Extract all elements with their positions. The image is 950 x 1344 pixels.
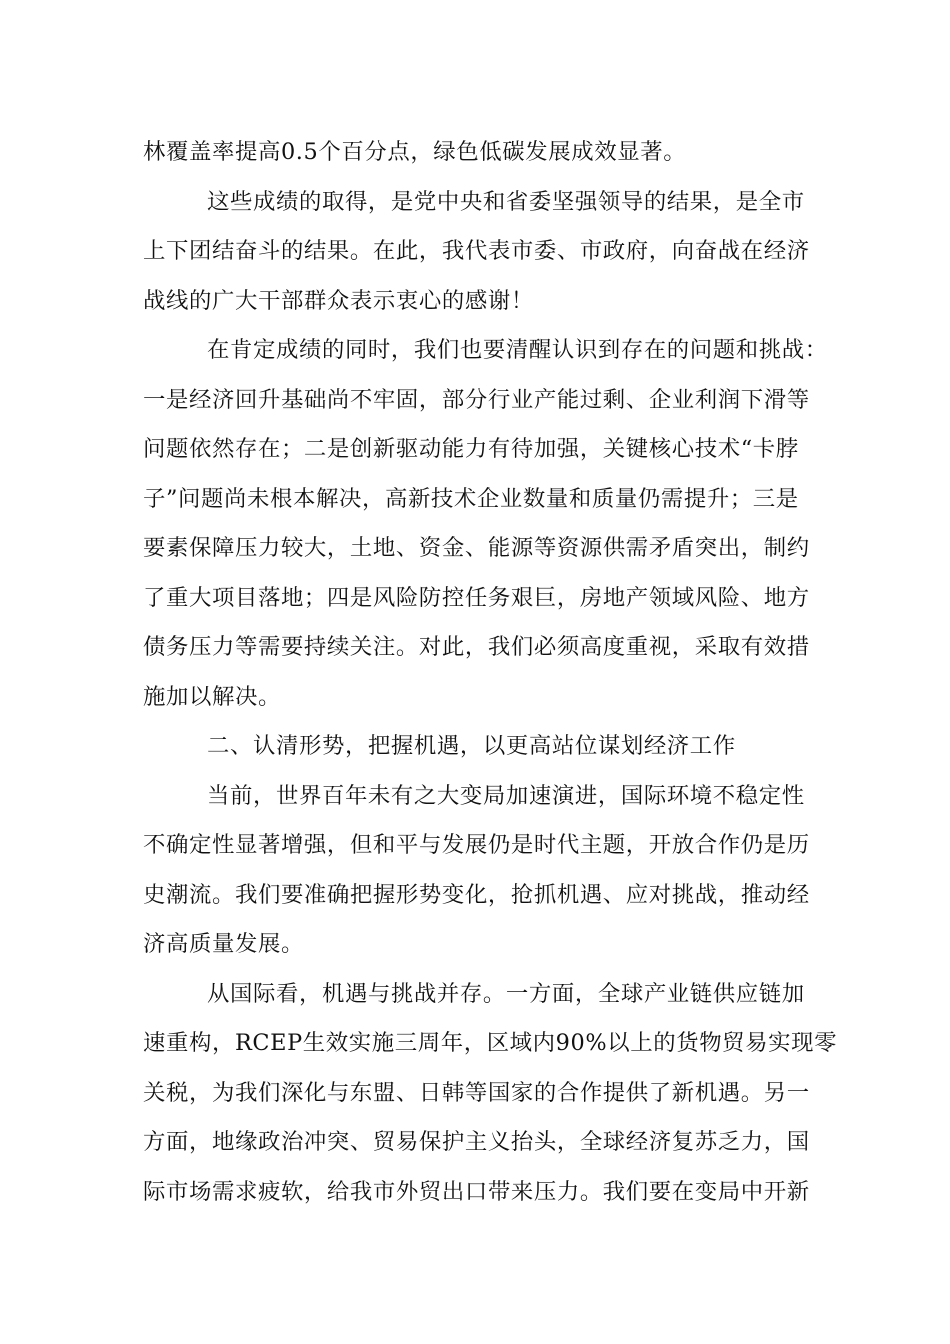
- text-line: 济高质量发展。: [143, 931, 304, 957]
- text-line: 施加以解决。: [143, 683, 281, 710]
- text-line: 债务压力等需要持续关注。对此，我们必须高度重视，采取有效措: [143, 634, 810, 660]
- text-line: 速重构，RCEP生效实施三周年，区域内90%以上的货物贸易实现零: [143, 1030, 838, 1056]
- text-line: 二、认清形势，把握机遇，以更高站位谋划经济工作: [207, 733, 736, 759]
- text-line: 际市场需求疲软，给我市外贸出口带来压力。我们要在变局中开新: [143, 1178, 810, 1205]
- text-line: 在肯定成绩的同时，我们也要清醒认识到存在的问题和挑战：: [207, 337, 828, 363]
- text-line: 关税，为我们深化与东盟、日韩等国家的合作提供了新机遇。另一: [143, 1079, 810, 1106]
- text-line: 当前，世界百年未有之大变局加速演进，国际环境不稳定性: [207, 782, 805, 809]
- text-line: 林覆盖率提高0.5个百分点，绿色低碳发展成效显著。: [143, 139, 687, 165]
- text-line: 子”问题尚未根本解决，高新技术企业数量和质量仍需提升；三是: [143, 485, 799, 512]
- text-line: 了重大项目落地；四是风险防控任务艰巨，房地产领域风险、地方: [143, 584, 810, 611]
- text-line: 史潮流。我们要准确把握形势变化，抢抓机遇、应对挑战，推动经: [143, 881, 810, 908]
- body-text: [143, 128, 843, 1217]
- text-line: 方面，地缘政治冲突、贸易保护主义抬头，全球经济复苏乏力，国: [143, 1129, 810, 1155]
- text-line: 这些成绩的取得，是党中央和省委坚强领导的结果，是全市: [207, 188, 805, 215]
- text-line: 上下团结奋斗的结果。在此，我代表市委、市政府，向奋战在经济: [143, 238, 810, 264]
- text-line: 一是经济回升基础尚不牢固，部分行业产能过剩、企业利润下滑等: [143, 386, 810, 413]
- text-line: 问题依然存在；二是创新驱动能力有待加强，关键核心技术“卡脖: [143, 436, 799, 462]
- text-line: 要素保障压力较大，土地、资金、能源等资源供需矛盾突出，制约: [143, 535, 810, 561]
- text-line: 不确定性显著增强，但和平与发展仍是时代主题，开放合作仍是历: [143, 832, 810, 858]
- text-line: 从国际看，机遇与挑战并存。一方面，全球产业链供应链加: [207, 980, 805, 1007]
- text-line: 战线的广大干部群众表示衷心的感谢！: [143, 287, 534, 314]
